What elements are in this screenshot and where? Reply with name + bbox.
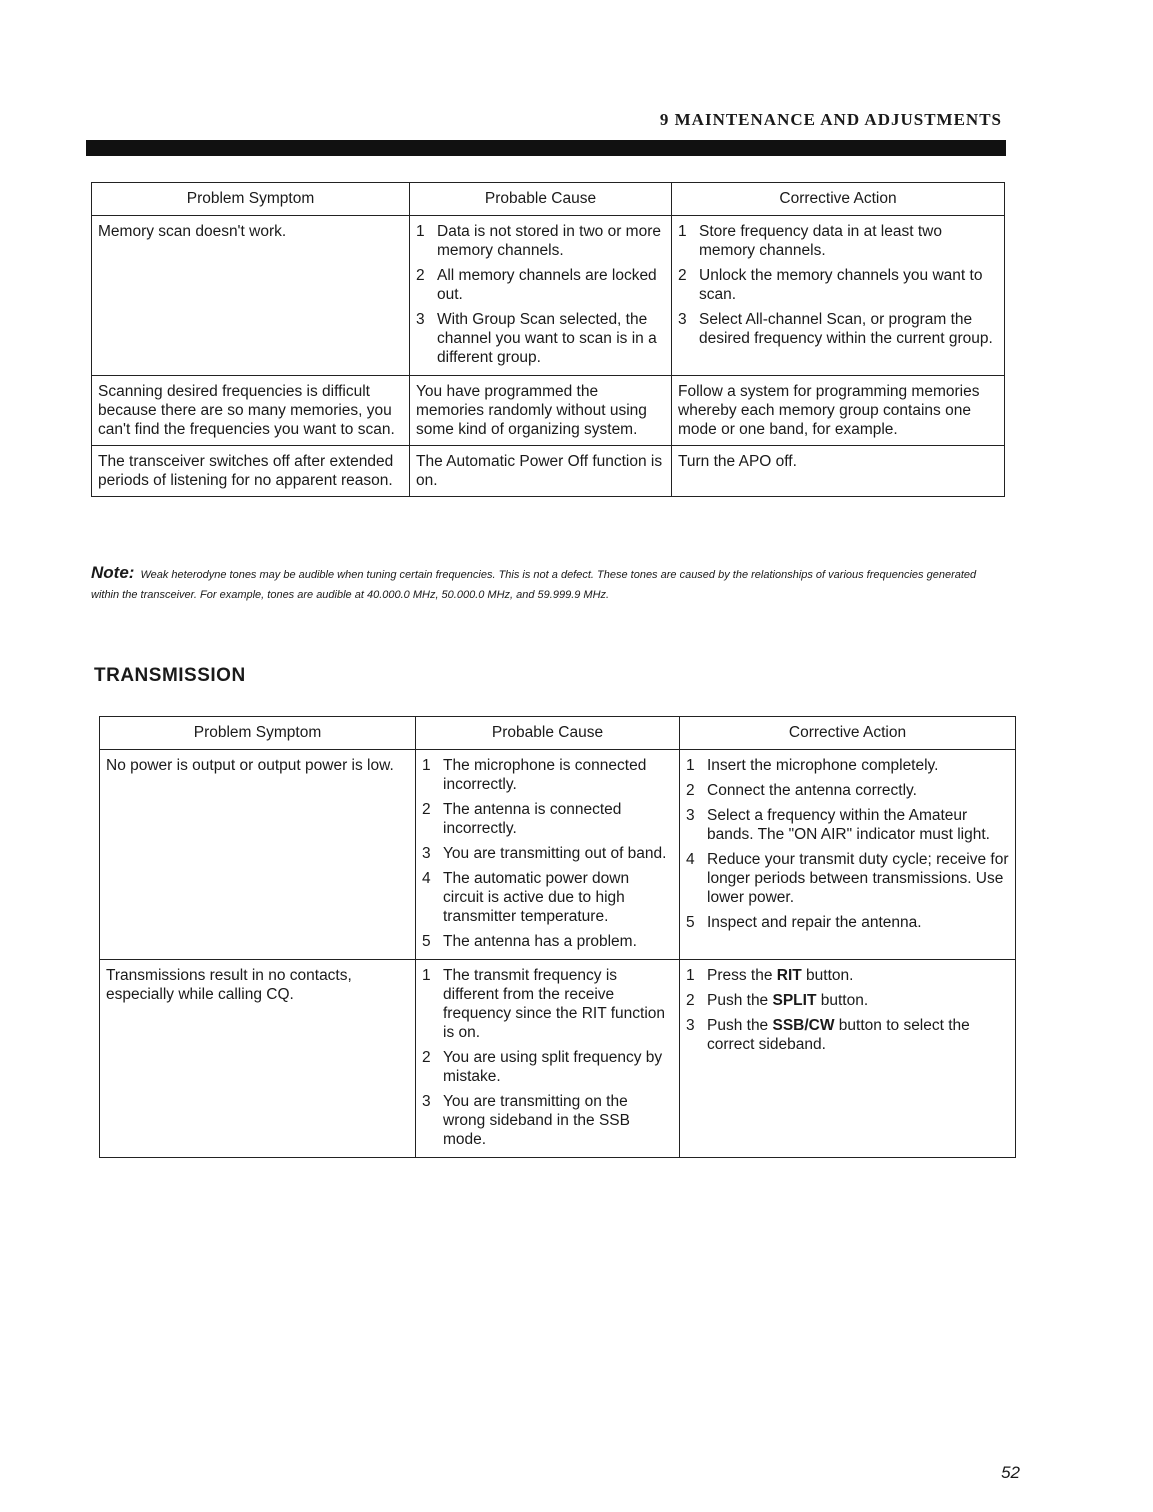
item-number: 2 [422, 1049, 431, 1066]
item-text-pre: Press the [707, 967, 777, 984]
item-text: The automatic power down circuit is active due to high transmitter temperature. [443, 870, 630, 925]
cause-cell [410, 216, 672, 376]
list-item [678, 222, 998, 260]
action-list [686, 966, 1009, 1054]
table-row [92, 216, 1005, 376]
item-text: You are transmitting on the wrong sideband in the SSB mode. [443, 1093, 630, 1148]
item-text: Select a frequency within the Amateur bands. The "ON AIR" indicator must light. [707, 807, 990, 843]
item-number: 1 [678, 223, 687, 240]
cause-cell: You have programmed the memories randomly without using some kind of organizing system. [410, 376, 672, 446]
column-header-symptom: Problem Symptom [100, 717, 416, 750]
item-text-pre: Push the [707, 1017, 773, 1034]
note [91, 563, 1006, 605]
section-title: TRANSMISSION [94, 665, 246, 686]
column-header-cause: Probable Cause [416, 717, 680, 750]
item-text: Data is not stored in two or more memory channels. [437, 223, 661, 259]
action-cell [680, 750, 1016, 960]
list-item [416, 310, 665, 367]
item-text: Select All-channel Scan, or program the desired frequency within the current group. [699, 311, 993, 347]
column-header-action: Corrective Action [680, 717, 1016, 750]
note-text: Weak heterodyne tones may be audible when tuning certain frequencies. This is not a defect. These tones are caused by the relationships of various frequencies generated within the transceiver. For example, tones are audible at 40.000.0 MHz, 50.000.0 MHz, and 59.999.9 MHz. [91, 569, 977, 601]
list-item [416, 222, 665, 260]
list-item [686, 850, 1009, 907]
ssb-cw-button-label: SSB/CW [772, 1017, 835, 1034]
table-row [92, 376, 1005, 446]
item-number: 2 [686, 782, 695, 799]
list-item [686, 913, 1009, 932]
item-text: The transmit frequency is different from the receive frequency since the RIT function is on. [443, 967, 666, 1041]
symptom-cell: Scanning desired frequencies is difficult because there are so many memories, you can't find the frequencies you want to scan. [92, 376, 410, 446]
cause-list [422, 966, 673, 1149]
item-number: 2 [422, 801, 431, 818]
list-item [422, 1048, 673, 1086]
column-header-cause: Probable Cause [410, 183, 672, 216]
item-number: 4 [686, 851, 695, 868]
item-number: 4 [422, 870, 431, 887]
item-text: Inspect and repair the antenna. [707, 914, 922, 931]
item-text [707, 991, 1009, 1010]
item-number: 1 [416, 223, 425, 240]
list-item [422, 966, 673, 1042]
list-item [686, 756, 1009, 775]
action-cell [672, 216, 1005, 376]
table-header-row [92, 183, 1005, 216]
item-number: 3 [686, 807, 695, 824]
item-text: Store frequency data in at least two memory channels. [699, 223, 942, 259]
list-item [416, 266, 665, 304]
symptom-cell: Transmissions result in no contacts, especially while calling CQ. [100, 960, 416, 1158]
item-text-pre: Push the [707, 992, 773, 1009]
list-item [422, 756, 673, 794]
table-row [92, 446, 1005, 497]
table-row [100, 960, 1016, 1158]
list-item [422, 844, 673, 863]
list-item [686, 781, 1009, 800]
item-number: 1 [686, 967, 695, 984]
item-number: 1 [422, 757, 431, 774]
item-text: Unlock the memory channels you want to scan. [699, 267, 983, 303]
action-cell: Follow a system for programming memories whereby each memory group contains one mode or one band, for example. [672, 376, 1005, 446]
item-text-post: button. [816, 992, 869, 1009]
list-item [422, 800, 673, 838]
cause-cell [416, 750, 680, 960]
action-list [678, 222, 998, 348]
item-number: 3 [416, 311, 425, 328]
page-number: 52 [1001, 1463, 1020, 1482]
note-label: Note: [91, 563, 135, 582]
header-rule [86, 140, 1006, 156]
list-item [422, 869, 673, 926]
troubleshooting-table-receive [91, 182, 1005, 497]
item-number: 1 [686, 757, 695, 774]
item-number: 1 [422, 967, 431, 984]
list-item [686, 991, 1009, 1010]
list-item [422, 1092, 673, 1149]
column-header-symptom: Problem Symptom [92, 183, 410, 216]
item-text-post: button to select the correct sideband. [707, 1017, 970, 1053]
action-cell [680, 960, 1016, 1158]
list-item [686, 966, 1009, 985]
symptom-cell: The transceiver switches off after extended periods of listening for no apparent reason. [92, 446, 410, 497]
item-text: You are using split frequency by mistake. [443, 1049, 663, 1085]
symptom-cell: Memory scan doesn't work. [92, 216, 410, 376]
cause-cell: The Automatic Power Off function is on. [410, 446, 672, 497]
list-item [686, 1016, 1009, 1054]
item-text: You are transmitting out of band. [443, 845, 667, 862]
item-number: 2 [686, 992, 695, 1009]
list-item [422, 932, 673, 951]
table-header-row [100, 717, 1016, 750]
item-text-post: button. [801, 967, 854, 984]
item-number: 3 [686, 1017, 695, 1034]
item-text: With Group Scan selected, the channel you want to scan is in a different group. [437, 311, 657, 366]
list-item [678, 310, 998, 348]
item-number: 2 [678, 267, 687, 284]
column-header-action: Corrective Action [672, 183, 1005, 216]
rit-button-label: RIT [776, 967, 802, 984]
item-number: 5 [422, 933, 431, 950]
item-number: 3 [678, 311, 687, 328]
item-number: 3 [422, 845, 431, 862]
troubleshooting-table-transmission [99, 716, 1016, 1158]
item-text [707, 966, 1009, 985]
item-number: 5 [686, 914, 695, 931]
cause-list [422, 756, 673, 951]
item-text: All memory channels are locked out. [437, 267, 657, 303]
table-row [100, 750, 1016, 960]
item-text: Reduce your transmit duty cycle; receive for longer periods between transmissions. Use lower power. [707, 851, 1009, 906]
list-item [686, 806, 1009, 844]
chapter-header: 9 MAINTENANCE AND ADJUSTMENTS [659, 110, 1002, 129]
action-cell: Turn the APO off. [672, 446, 1005, 497]
cause-list [416, 222, 665, 367]
item-number: 2 [416, 267, 425, 284]
item-text: The antenna is connected incorrectly. [443, 801, 622, 837]
item-number: 3 [422, 1093, 431, 1110]
item-text: The antenna has a problem. [443, 933, 637, 950]
item-text [707, 1016, 1009, 1054]
action-list [686, 756, 1009, 932]
item-text: Connect the antenna correctly. [707, 782, 917, 799]
item-text: Insert the microphone completely. [707, 757, 939, 774]
item-text: The microphone is connected incorrectly. [443, 757, 647, 793]
cause-cell [416, 960, 680, 1158]
symptom-cell: No power is output or output power is low. [100, 750, 416, 960]
list-item [678, 266, 998, 304]
split-button-label: SPLIT [772, 992, 817, 1009]
